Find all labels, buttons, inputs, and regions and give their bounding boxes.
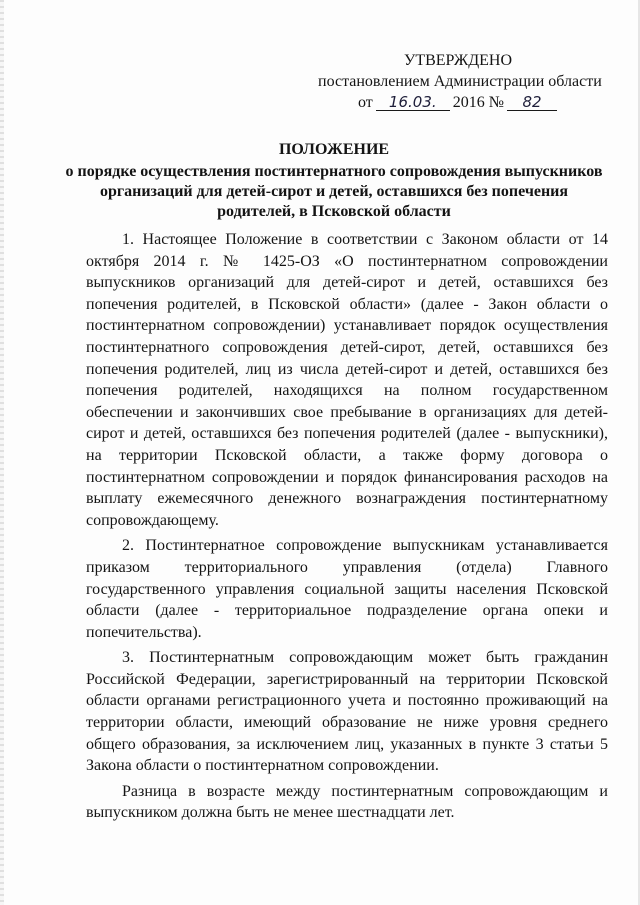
paragraph-2: 2. Постинтернатное сопровождение выпускникам устанавливается приказом территориального управления (отдела) Главного государственного управления социальной защиты населения Псковской области (далее - территориальное подразделение органа опеки и попечительства). [86,537,608,641]
document-title-block [60,140,608,222]
approved-heading: УТВЕРЖДЕНО [404,52,513,69]
approval-block [318,50,608,113]
approved-by: постановлением Администрации области [318,73,602,90]
document-body [86,229,608,824]
document-subtitle-line: организаций для детей-сирот и детей, оставшихся без попечения [99,183,569,200]
paragraph-3: 3. Постинтернатным сопровождающим может быть гражданин Российской Федерации, зарегистрированный на территории Псковской области органами регистрационного учета и постоянно проживающий на территории области, имеющий образование не ниже уровня среднего общего образования, за исключением лиц, указанных в пункте 3 статьи 5 Закона области о постинтернатном сопровождении. [86,649,608,775]
paragraph-4: Разница в возрасте между постинтернатным сопровождающим и выпускником должна быть не менее шестнадцати лет. [86,782,608,822]
year-number-prefix: 2016 № [452,94,505,111]
paragraph-1: 1. Настоящее Положение в соответствии с Законом области от 14 октября 2014 г. № 1425-ОЗ «О постинтернатном сопровождении выпускников организаций для детей-сирот и детей, оставшихся без попечения родителей, в Псковской области» (далее - Закон области о постинтернатном сопровождении) устанавливает порядок осуществления постинтернатного сопровождения детей-сирот, детей, оставшихся без попечения родителей, лиц из числа детей-сирот и детей, оставшихся без попечения родителей, находящихся на полном государственном обеспечении и закончивших свое пребывание в организациях для детей-сирот и детей, оставшихся без попечения родителей (далее - выпускники), на территории Псковской области, а также форму договора о постинтернатном сопровождении и порядок финансирования расходов на выплату ежемесячного денежного вознаграждения постинтернатному сопровождающему. [86,231,608,529]
approval-dateline [358,92,608,113]
document-subtitle-line: родителей, в Псковской области [217,203,451,220]
handwritten-date: 16.03. [376,94,450,111]
document-subtitle-line: о порядке осуществления постинтернатного сопровождения выпускников [65,163,603,180]
scan-edge-left [0,0,4,905]
document-title: ПОЛОЖЕНИЕ [278,141,390,158]
handwritten-number: 82 [507,94,557,111]
date-prefix: от [358,94,373,111]
